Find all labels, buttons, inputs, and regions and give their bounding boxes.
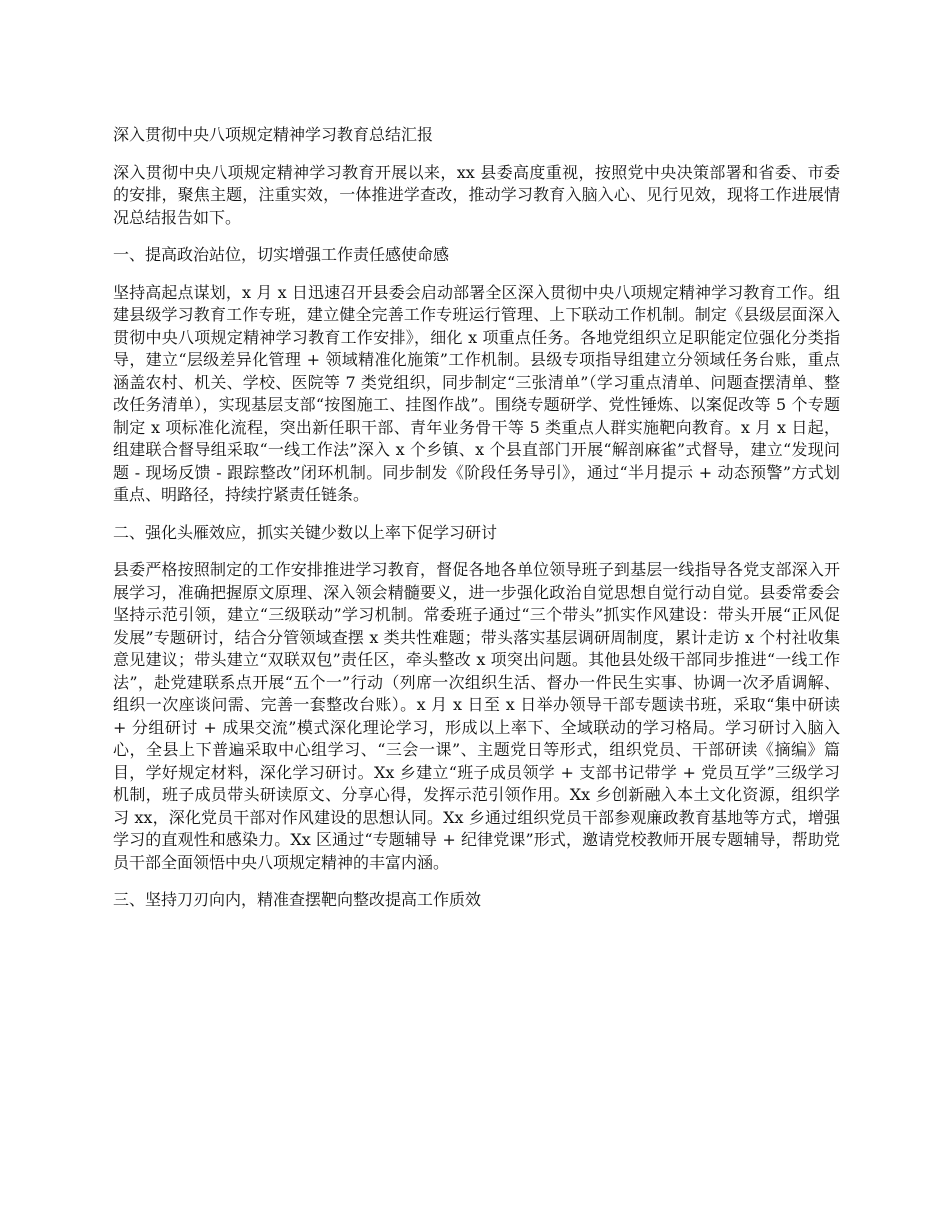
section-2-heading: 二、强化头雁效应，抓实关键少数以上率下促学习研讨 [113, 522, 498, 542]
section-1-heading: 一、提高政治站位，切实增强工作责任感使命感 [113, 245, 450, 264]
document-title: 深入贯彻中央八项规定精神学习教育总结汇报 [113, 125, 434, 144]
section-2-paragraph: 县委严格按照制定的工作安排推进学习教育，督促各地各单位领导班子到基层一线指导各党支部深入开展学习，准确把握原文原理、深入领会精髓要义，进一步强化政治自觉思想自觉行动自觉。县委常委会坚持示范引领，建立“三级联动”学习机制。常委班子通过“三个带头”抓实作风建设：带头开展“正风促发展”专题研讨，结合分管领域查摆 x 类共性难题；带头落实基层调研周制度，累计走访 x 个村社收集意见建议；带头建立“双联双包”责任区，牵头整改 x 项突出问题。其他县处级干部同步推进“一线工作法”，赴党建联系点开展“五个一”行动（列席一次组织生活、督办一件民生实事、协调一次矛盾调解、组织一次座谈问需、完善一套整改台账）。x 月 x 日至 x 日举办领导干部专题读书班，采取“集中研读 + 分组研讨 + 成果交流”模式深化理论学习，形成以上率下、全域联动的学习格局。学习研讨入脑入心，全县上下普遍采取中心组学习、“三会一课”、主题党日等形式，组织党员、干部研读《摘编》篇目，学好规定材料，深化学习研讨。Xx 乡建立“班子成员领学 + 支部书记带学 + 党员互学”三级学习机制，班子成员带头研读原文、分享心得，发挥示范引领作用。Xx 乡创新融入本土文化资源，组织学习 xx，深化党员干部对作风建设的思想认同。Xx 乡通过组织党员干部参观廉政教育基地等方式，增强学习的直观性和感染力。Xx 区通过“专题辅导 + 纪律党课”形式，邀请党校教师开展专题辅导，帮助党员干部全面领悟中央八项规定精神的丰富内涵。 [113, 560, 840, 872]
document-page [113, 124, 840, 927]
section-3-heading: 三、坚持刀刃向内，精准查摆靶向整改提高工作质效 [113, 890, 482, 909]
section-1-paragraph: 坚持高起点谋划，x 月 x 日迅速召开县委会启动部署全区深入贯彻中央八项规定精神学习教育工作。组建县级学习教育工作专班，建立健全完善工作专班运行管理、上下联动工作机制。制定《县级层面深入贯彻中央八项规定精神学习教育工作安排》，细化 x 项重点任务。各地党组织立足职能定位强化分类指导，建立“层级差异化管理 + 领域精准化施策”工作机制。县级专项指导组建立分领域任务台账，重点涵盖农村、机关、学校、医院等 7 类党组织，同步制定“三张清单”（学习重点清单、问题查摆清单、整改任务清单），实现基层支部“按图施工、挂图作战”。围绕专题研学、党性锤炼、以案促改等 5 个专题制定 x 项标准化流程，突出新任职干部、青年业务骨干等 5 类重点人群实施靶向教育。x 月 x 日起，组建联合督导组采取“一线工作法”深入 x 个乡镇、x 个县直部门开展“解剖麻雀”式督导，建立“发现问题 - 现场反馈 - 跟踪整改”闭环机制。同步制发《阶段任务导引》，通过“半月提示 + 动态预警”方式划重点、明路径，持续拧紧责任链条。 [113, 282, 840, 504]
intro-paragraph: 深入贯彻中央八项规定精神学习教育开展以来，xx 县委高度重视，按照党中央决策部署和省委、市委的安排，聚焦主题，注重实效，一体推进学查改，推动学习教育入脑入心、见行见效，现将工作进展情况总结报告如下。 [113, 162, 840, 227]
